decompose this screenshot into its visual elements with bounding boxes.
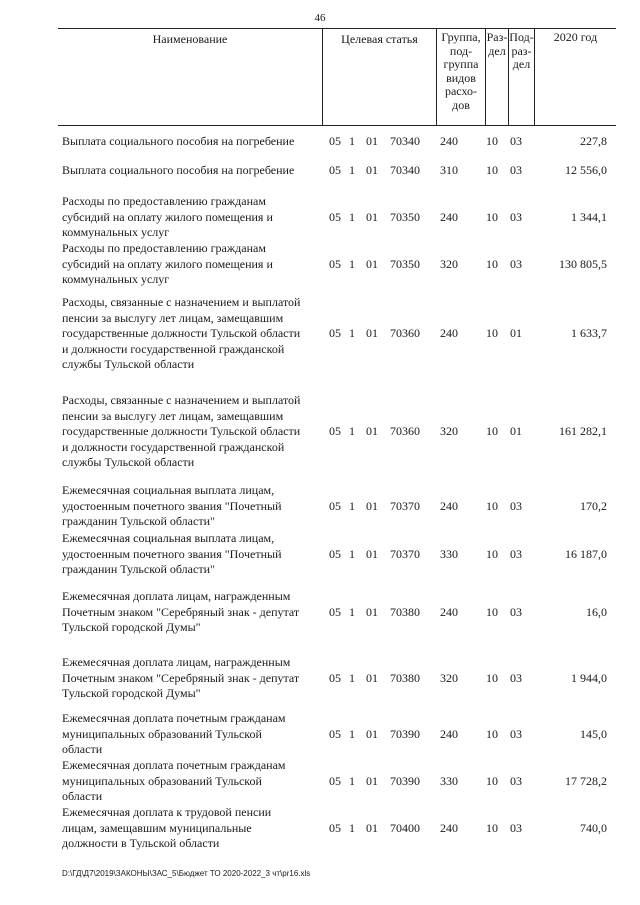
row-name-line: гражданин Тульской области" xyxy=(62,514,215,528)
subsection-value: 03 xyxy=(510,727,522,741)
amount-2020-value: 12 556,0 xyxy=(565,163,607,177)
section-value: 10 xyxy=(486,257,498,271)
amount-2020-value: 1 344,1 xyxy=(571,210,607,224)
row-name xyxy=(62,134,324,150)
section-value: 10 xyxy=(486,821,498,835)
target-code-program: 05 xyxy=(329,134,341,148)
target-code-main: 01 xyxy=(366,727,378,741)
file-path-footer: D:\ГД\Д7\2019\ЗАКОНЫ\ЗАС_5\Бюджет ТО 2020-2022_3 чт\pr16.xls xyxy=(62,869,311,878)
row-name-line: Расходы по предоставлению гражданам xyxy=(62,194,266,208)
target-code-direction: 70390 xyxy=(390,774,420,788)
header-subsection-line: дел xyxy=(512,57,531,71)
target-code-main: 01 xyxy=(366,326,378,340)
section-value: 10 xyxy=(486,547,498,561)
amount-2020-value: 740,0 xyxy=(580,821,607,835)
section-value: 10 xyxy=(486,210,498,224)
subsection-value: 01 xyxy=(510,424,522,438)
subsection-value: 03 xyxy=(510,210,522,224)
target-code-main: 01 xyxy=(366,210,378,224)
row-name-line: должности в Тульской области xyxy=(62,836,220,850)
row-name-line: и должности государственной гражданской xyxy=(62,341,285,356)
header-section-line: дел xyxy=(488,43,506,58)
expense-group-value: 320 xyxy=(440,671,458,685)
row-name-line: Выплата социального пособия на погребение xyxy=(62,163,295,177)
subsection-value: 03 xyxy=(510,671,522,685)
target-code-type: 1 xyxy=(349,605,355,619)
target-code-program: 05 xyxy=(329,257,341,271)
row-name-line: Расходы, связанные с назначением и выплатой xyxy=(62,393,301,407)
subsection-value: 03 xyxy=(510,821,522,835)
row-name-line: службы Тульской области xyxy=(62,357,195,371)
section-value: 10 xyxy=(486,499,498,513)
target-code-type: 1 xyxy=(349,257,355,271)
subsection-value: 03 xyxy=(510,163,522,177)
row-name-line: пенсии за выслугу лет лицам, замещавшим xyxy=(62,310,284,325)
expense-group-value: 240 xyxy=(440,134,458,148)
row-name xyxy=(62,589,324,636)
row-name-line: гражданин Тульской области" xyxy=(62,562,215,576)
target-code-program: 05 xyxy=(329,774,341,788)
header-group-line: видов xyxy=(446,70,476,85)
row-name-line: Тульской городской Думы" xyxy=(62,686,201,700)
subsection-value: 03 xyxy=(510,547,522,561)
target-code-type: 1 xyxy=(349,774,355,788)
target-code-program: 05 xyxy=(329,163,341,177)
expense-group-value: 240 xyxy=(440,821,458,835)
target-code-program: 05 xyxy=(329,424,341,438)
target-code-program: 05 xyxy=(329,727,341,741)
row-name xyxy=(62,483,324,530)
subsection-value: 01 xyxy=(510,326,522,340)
target-code-type: 1 xyxy=(349,671,355,685)
target-code-program: 05 xyxy=(329,547,341,561)
row-name-line: Расходы, связанные с назначением и выплатой xyxy=(62,295,301,309)
target-code-direction: 70350 xyxy=(390,257,420,271)
row-name-line: пенсии за выслугу лет лицам, замещавшим xyxy=(62,408,284,423)
target-code-main: 01 xyxy=(366,163,378,177)
target-code-direction: 70340 xyxy=(390,163,420,177)
row-name xyxy=(62,295,324,373)
section-value: 10 xyxy=(486,163,498,177)
row-name-line: Почетным знаком "Серебряный знак - депутат xyxy=(62,670,300,685)
section-value: 10 xyxy=(486,424,498,438)
target-code-type: 1 xyxy=(349,326,355,340)
section-value: 10 xyxy=(486,605,498,619)
header-target-article: Целевая статья xyxy=(322,29,436,125)
target-code-main: 01 xyxy=(366,774,378,788)
target-code-direction: 70370 xyxy=(390,547,420,561)
row-name-line: службы Тульской области xyxy=(62,455,195,469)
expense-group-value: 310 xyxy=(440,163,458,177)
target-code-direction: 70370 xyxy=(390,499,420,513)
expense-group-value: 240 xyxy=(440,727,458,741)
target-code-program: 05 xyxy=(329,499,341,513)
section-value: 10 xyxy=(486,134,498,148)
amount-2020-value: 227,8 xyxy=(580,134,607,148)
row-name-line: области xyxy=(62,789,103,803)
row-name-line: Ежемесячная доплата лицам, награжденным xyxy=(62,655,291,669)
amount-2020-value: 1 633,7 xyxy=(571,326,607,340)
amount-2020-value: 161 282,1 xyxy=(559,424,607,438)
expense-group-value: 320 xyxy=(440,424,458,438)
row-name-line: лицам, замещавшим муниципальные xyxy=(62,820,252,835)
subsection-value: 03 xyxy=(510,605,522,619)
subsection-value: 03 xyxy=(510,499,522,513)
target-code-program: 05 xyxy=(329,605,341,619)
row-name-line: государственные должности Тульской области xyxy=(62,424,301,438)
header-group-line: под- xyxy=(449,43,473,58)
row-name-line: государственные должности Тульской области xyxy=(62,326,301,340)
target-code-main: 01 xyxy=(366,134,378,148)
row-name-line: Ежемесячная социальная выплата лицам, xyxy=(62,531,275,545)
target-code-direction: 70350 xyxy=(390,210,420,224)
page-number: 46 xyxy=(314,12,326,24)
target-code-type: 1 xyxy=(349,163,355,177)
row-name-line: Ежемесячная доплата лицам, награжденным xyxy=(62,589,291,603)
row-name xyxy=(62,241,324,288)
expense-group-value: 330 xyxy=(440,774,458,788)
target-code-type: 1 xyxy=(349,727,355,741)
header-group-line: Группа, xyxy=(441,30,481,44)
row-name-line: субсидий на оплату жилого помещения и xyxy=(62,209,273,224)
target-code-type: 1 xyxy=(349,547,355,561)
amount-2020-value: 145,0 xyxy=(580,727,607,741)
row-name xyxy=(62,805,324,852)
section-value: 10 xyxy=(486,326,498,340)
row-name-line: коммунальных услуг xyxy=(62,272,170,286)
row-name xyxy=(62,531,324,578)
amount-2020-value: 16 187,0 xyxy=(565,547,607,561)
target-code-direction: 70400 xyxy=(390,821,420,835)
expense-group-value: 330 xyxy=(440,547,458,561)
row-name-line: Расходы по предоставлению гражданам xyxy=(62,241,266,255)
row-name-line: Ежемесячная доплата к трудовой пенсии xyxy=(62,805,272,819)
expense-group-value: 240 xyxy=(440,326,458,340)
target-code-direction: 70340 xyxy=(390,134,420,148)
header-subsection-line: Под- xyxy=(509,30,534,44)
target-code-main: 01 xyxy=(366,424,378,438)
row-name-line: Почетным знаком "Серебряный знак - депутат xyxy=(62,604,300,619)
subsection-value: 03 xyxy=(510,134,522,148)
row-name-line: Ежемесячная доплата почетным гражданам xyxy=(62,758,286,772)
target-code-type: 1 xyxy=(349,134,355,148)
row-name-line: Ежемесячная социальная выплата лицам, xyxy=(62,483,275,497)
subsection-value: 03 xyxy=(510,257,522,271)
target-code-main: 01 xyxy=(366,257,378,271)
target-code-type: 1 xyxy=(349,499,355,513)
target-code-program: 05 xyxy=(329,326,341,340)
expense-group-value: 240 xyxy=(440,210,458,224)
expense-group-value: 240 xyxy=(440,499,458,513)
row-name xyxy=(62,711,324,758)
amount-2020-value: 170,2 xyxy=(580,499,607,513)
row-name xyxy=(62,758,324,805)
target-code-type: 1 xyxy=(349,821,355,835)
target-code-type: 1 xyxy=(349,210,355,224)
target-code-program: 05 xyxy=(329,210,341,224)
subsection-value: 03 xyxy=(510,774,522,788)
target-code-direction: 70380 xyxy=(390,671,420,685)
row-name-line: Тульской городской Думы" xyxy=(62,620,201,634)
row-name-line: субсидий на оплату жилого помещения и xyxy=(62,256,273,271)
target-code-direction: 70380 xyxy=(390,605,420,619)
expense-group-value: 320 xyxy=(440,257,458,271)
section-value: 10 xyxy=(486,774,498,788)
target-code-main: 01 xyxy=(366,499,378,513)
row-name-line: Ежемесячная доплата почетным гражданам xyxy=(62,711,286,725)
target-code-main: 01 xyxy=(366,671,378,685)
header-name: Наименование xyxy=(152,32,228,46)
target-code-direction: 70360 xyxy=(390,326,420,340)
header-group-line: расхо- xyxy=(444,84,478,98)
target-code-direction: 70360 xyxy=(390,424,420,438)
target-code-main: 01 xyxy=(366,547,378,561)
row-name-line: и должности государственной гражданской xyxy=(62,439,285,454)
header-section-line: Раз- xyxy=(486,30,508,44)
header-year: 2020 год xyxy=(534,29,616,125)
row-name-line: коммунальных услуг xyxy=(62,225,170,239)
row-name-line: области xyxy=(62,742,103,756)
header-group-line: группа xyxy=(443,57,479,71)
row-name-line: муниципальных образований Тульской xyxy=(62,726,262,741)
row-name xyxy=(62,655,324,702)
target-code-direction: 70390 xyxy=(390,727,420,741)
expense-group-value: 240 xyxy=(440,605,458,619)
target-code-main: 01 xyxy=(366,605,378,619)
amount-2020-value: 16,0 xyxy=(586,605,607,619)
target-code-program: 05 xyxy=(329,671,341,685)
section-value: 10 xyxy=(486,671,498,685)
target-code-program: 05 xyxy=(329,821,341,835)
header-group-line: дов xyxy=(452,97,470,112)
row-name xyxy=(62,163,324,179)
amount-2020-value: 17 728,2 xyxy=(565,774,607,788)
row-name-line: муниципальных образований Тульской xyxy=(62,773,262,788)
amount-2020-value: 1 944,0 xyxy=(571,671,607,685)
row-name-line: удостоенным почетного звания "Почетный xyxy=(62,498,282,513)
row-name xyxy=(62,194,324,241)
section-value: 10 xyxy=(486,727,498,741)
row-name-line: удостоенным почетного звания "Почетный xyxy=(62,546,282,561)
target-code-type: 1 xyxy=(349,424,355,438)
row-name-line: Выплата социального пособия на погребение xyxy=(62,134,295,148)
amount-2020-value: 130 805,5 xyxy=(559,257,607,271)
target-code-main: 01 xyxy=(366,821,378,835)
header-subsection-line: раз- xyxy=(511,43,532,58)
row-name xyxy=(62,393,324,471)
